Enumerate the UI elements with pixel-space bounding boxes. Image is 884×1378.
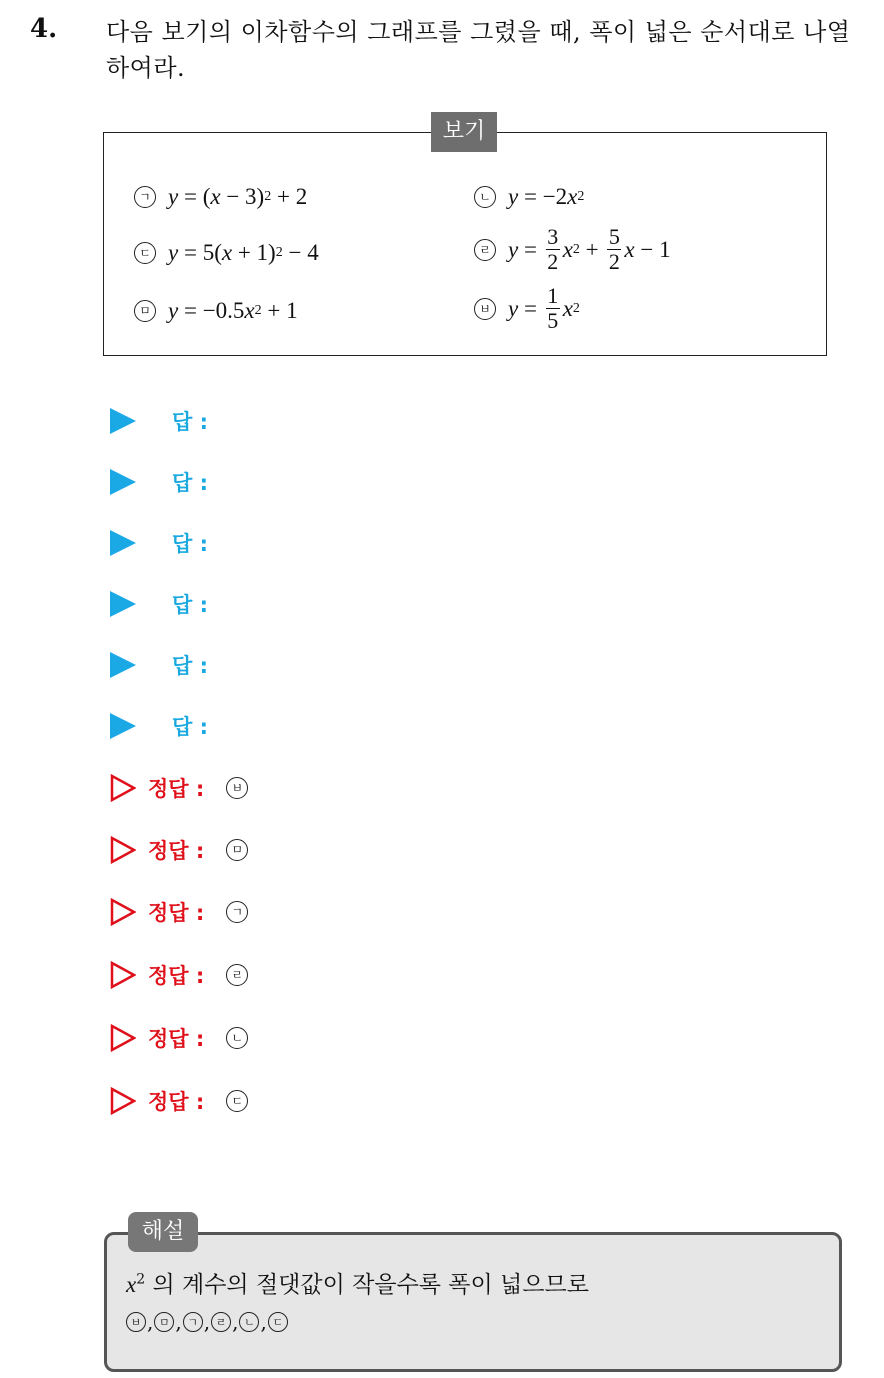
explanation-order: ㅂ , ㅁ , ㄱ , ㄹ , ㄴ , ㄷ <box>126 1310 288 1334</box>
circled-mark: ㄴ <box>474 186 496 208</box>
correct-answer-mark: ㅂ <box>226 777 248 799</box>
fraction: $\frac{5}{2}$ <box>608 224 620 274</box>
answer-label: 답 : <box>172 715 208 739</box>
correct-label: 정답 : <box>148 1090 205 1114</box>
play-triangle-icon <box>110 469 136 495</box>
bogi-item-5 <box>134 298 298 324</box>
bogi-item-2 <box>474 184 584 210</box>
outline-triangle-icon <box>110 1087 136 1115</box>
circled-mark: ㅁ <box>134 300 156 322</box>
correct-answer-mark: ㄱ <box>226 901 248 923</box>
play-triangle-icon <box>110 408 136 434</box>
equation: y = ( x − 3) 2 + 2 <box>168 184 308 209</box>
bogi-tag: 보기 <box>431 112 497 152</box>
order-mark: ㅁ <box>154 1312 174 1332</box>
bogi-item-6 <box>474 285 580 332</box>
correct-answer-row <box>110 955 248 995</box>
correct-answer-row <box>110 768 248 808</box>
order-mark: ㄷ <box>268 1312 288 1332</box>
answer-row[interactable] <box>110 645 208 685</box>
question-number: 4. <box>30 14 58 44</box>
play-triangle-icon <box>110 591 136 617</box>
question-text: 다음 보기의 이차함수의 그래프를 그렸을 때, 폭이 넓은 순서대로 나열하여라. <box>106 18 851 82</box>
equation: y = $\frac{3}{2}$ x 2 + $\frac{5}{2}$ x − 1 <box>508 224 671 274</box>
correct-answer-row <box>110 1081 248 1121</box>
correct-answer-mark: ㄷ <box>226 1090 248 1112</box>
equation: y = 5( x + 1) 2 − 4 <box>168 240 319 265</box>
answer-row[interactable] <box>110 706 208 746</box>
play-triangle-icon <box>110 530 136 556</box>
equation: y = −2 x 2 <box>508 184 585 209</box>
bogi-item-1 <box>134 184 307 210</box>
correct-label: 정답 : <box>148 901 205 925</box>
answer-row[interactable] <box>110 523 208 563</box>
order-mark: ㄹ <box>211 1312 231 1332</box>
fraction: $\frac{3}{2}$ <box>547 224 559 274</box>
outline-triangle-icon <box>110 898 136 926</box>
explanation-box <box>104 1232 842 1372</box>
correct-answer-mark: ㄴ <box>226 1027 248 1049</box>
answer-row[interactable] <box>110 584 208 624</box>
play-triangle-icon <box>110 713 136 739</box>
answer-row[interactable] <box>110 462 208 502</box>
circled-mark: ㅂ <box>474 298 496 320</box>
outline-triangle-icon <box>110 836 136 864</box>
correct-answer-mark: ㄹ <box>226 964 248 986</box>
equation: y = −0.5 x 2 + 1 <box>168 298 298 323</box>
equation: y = $\frac{1}{5}$ x 2 <box>508 283 580 333</box>
correct-answer-mark: ㅁ <box>226 839 248 861</box>
explanation-tag: 해설 <box>128 1212 198 1252</box>
explanation-sentence: 의 계수의 절댓값이 작을수록 폭이 넓으므로 <box>145 1272 589 1298</box>
answer-label: 답 : <box>172 410 208 434</box>
circled-mark: ㄱ <box>134 186 156 208</box>
bogi-item-4 <box>474 226 671 273</box>
answer-row[interactable] <box>110 401 208 441</box>
answer-label: 답 : <box>172 471 208 495</box>
correct-label: 정답 : <box>148 1027 205 1051</box>
outline-triangle-icon <box>110 774 136 802</box>
bogi-item-3 <box>134 240 319 266</box>
answer-label: 답 : <box>172 654 208 678</box>
correct-answer-row <box>110 830 248 870</box>
circled-mark: ㄷ <box>134 242 156 264</box>
answer-label: 답 : <box>172 593 208 617</box>
explanation-exponent: 2 <box>136 1271 146 1288</box>
correct-answer-row <box>110 892 248 932</box>
correct-answer-row <box>110 1018 248 1058</box>
outline-triangle-icon <box>110 1024 136 1052</box>
answer-label: 답 : <box>172 532 208 556</box>
fraction: $\frac{1}{5}$ <box>547 283 559 333</box>
order-mark: ㅂ <box>126 1312 146 1332</box>
play-triangle-icon <box>110 652 136 678</box>
correct-label: 정답 : <box>148 964 205 988</box>
explanation-math: x <box>126 1272 137 1297</box>
explanation-text <box>126 1266 589 1299</box>
order-mark: ㄱ <box>183 1312 203 1332</box>
order-mark: ㄴ <box>239 1312 259 1332</box>
correct-label: 정답 : <box>148 839 205 863</box>
outline-triangle-icon <box>110 961 136 989</box>
correct-label: 정답 : <box>148 777 205 801</box>
circled-mark: ㄹ <box>474 239 496 261</box>
